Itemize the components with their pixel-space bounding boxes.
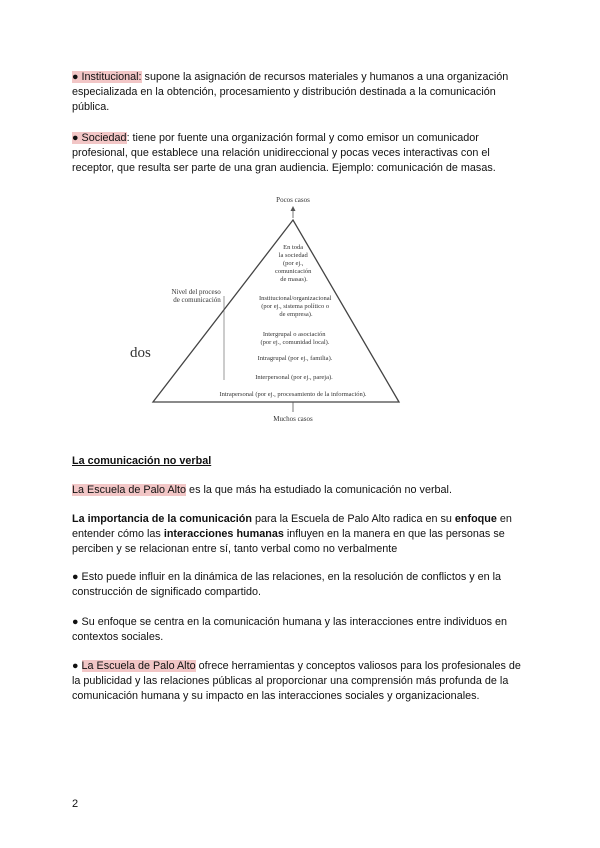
section-heading: La comunicación no verbal bbox=[72, 455, 212, 467]
definition-sociedad: : tiene por fuente una organización formal y como emisor un comunicador profesional, que establece una relación unidireccional y pocas veces interactivas con el receptor, que resulta ser parte de una gran audiencia. Ejemplo: comunicación de masas. bbox=[72, 132, 496, 174]
paragraph-palo-alto: La Escuela de Palo Alto es la que más ha estudiado la comunicación no verbal. bbox=[72, 484, 452, 496]
page-number: 2 bbox=[72, 798, 79, 810]
level-institucional: Institucional/organizacional (por ej., sistema político o de empresa). bbox=[258, 295, 332, 318]
highlight-palo-alto: La Escuela de Palo Alto bbox=[81, 660, 196, 672]
paragraph-sociedad bbox=[72, 131, 528, 176]
level-interpersonal: Interpersonal (por ej., pareja). bbox=[255, 374, 333, 381]
bottom-label: Muchos casos bbox=[273, 415, 313, 423]
level-sociedad: En toda la sociedad (por ej., comunicación de masas). bbox=[274, 244, 312, 283]
level-intrapersonal: Intrapersonal (por ej., procesamiento de la información). bbox=[219, 391, 367, 398]
bullet: ● bbox=[72, 71, 82, 83]
paragraph-institucional bbox=[72, 70, 528, 115]
level-intergrupal: Intergrupal o asociación (por ej., comunidad local). bbox=[260, 331, 330, 346]
paragraph-importancia: La importancia de la comunicación para la Escuela de Palo Alto radica en su enfoque en entender cómo las interacciones humanas influyen en la manera en que las personas se perciben y se relacionan entre sí, tanto verbal como no verbalmente bbox=[72, 513, 512, 555]
cut-off-text: dos bbox=[130, 345, 151, 361]
communication-pyramid-figure bbox=[130, 190, 410, 426]
highlight-palo-alto: La Escuela de Palo Alto bbox=[72, 484, 187, 496]
bullet-enfoque: ● Su enfoque se centra en la comunicación humana y las interacciones entre individuos en contextos sociales. bbox=[72, 616, 508, 643]
bullet-herramientas: ● La Escuela de Palo Alto ofrece herramientas y conceptos valiosos para los profesionales de la publicidad y las relaciones públicas al proporcionar una comprensión más profunda de la comunicación humana y su impacto en las interacciones sociales y organizacionales. bbox=[72, 660, 521, 702]
definition-institucional: supone la asignación de recursos materiales y humanos a una organización especializada en la obtención, procesamiento y distribución destinada a la comunicación pública. bbox=[72, 71, 509, 113]
bullet: ● bbox=[72, 132, 82, 144]
top-arrow-head bbox=[291, 206, 296, 211]
bullet-dinamica: ● Esto puede influir en la dinámica de las relaciones, en la resolución de conflictos y en la construcción de significado compartido. bbox=[72, 571, 502, 598]
term-institucional: Institucional: bbox=[81, 71, 142, 83]
top-label: Pocos casos bbox=[276, 196, 310, 204]
level-intragrupal: Intragrupal (por ej., familia). bbox=[257, 355, 333, 362]
term-sociedad: Sociedad bbox=[81, 132, 127, 144]
side-label: Nivel del proceso de comunicación bbox=[171, 288, 221, 304]
